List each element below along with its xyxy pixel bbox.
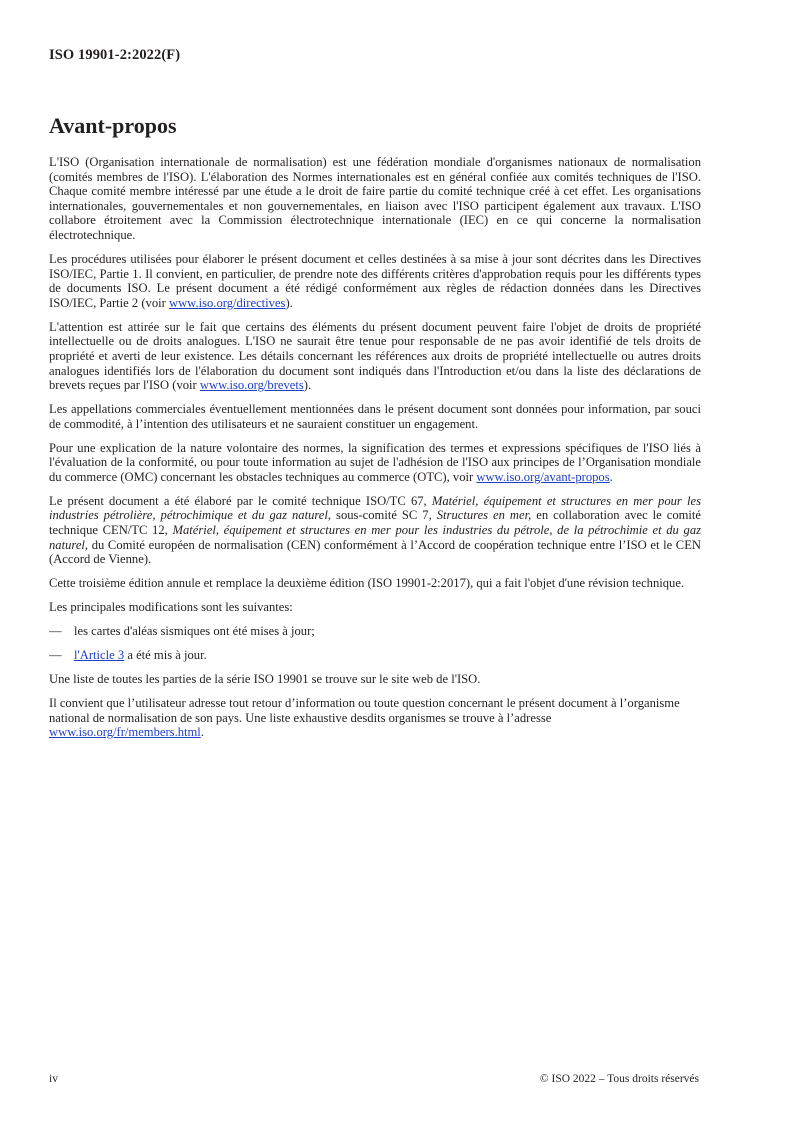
paragraph-iso-intro: L'ISO (Organisation internationale de normalisation) est une fédération mondiale d'organismes nationaux de normalisation (comités membres de l'ISO). L'élaboration des Normes internationales est en général confiée aux comités techniques de l'ISO. Chaque comité membre intéressé par une étude a le droit de faire partie du comité technique créé à cet effet. Les organisations internationales, gouvernementales et non gouvernementales, en liaison avec l'ISO participent également aux travaux. L'ISO collabore étroitement avec la Commission électrotechnique internationale (IEC) en ce qui concerne la normalisation électrotechnique. (49, 155, 701, 242)
paragraph-text: ). (303, 378, 312, 393)
paragraph-patents (49, 320, 701, 393)
paragraph-text: Le présent document a été élaboré par le comité technique ISO/TC 67, (49, 493, 432, 508)
foreword-body (49, 155, 701, 749)
dash-bullet: — (49, 648, 62, 663)
list-item-text (74, 648, 207, 663)
section-title: Avant-propos (49, 113, 177, 138)
paragraph-trade-names: Les appellations commerciales éventuellement mentionnées dans le présent document sont données pour information, par souci de commodité, à l’intention des utilisateurs et ne sauraient constituer un engagement. (49, 402, 701, 431)
article-3-link[interactable]: l'Article 3 (74, 648, 125, 663)
paragraph-text: en collaboration avec le comité technique CEN/TC 12, (49, 508, 702, 538)
brevets-link[interactable]: www.iso.org/brevets (199, 378, 304, 393)
paragraph-text: Il convient que l’utilisateur adresse tout retour d’information ou toute question concernant le présent document à l’organisme national de normalisation de son pays. Une liste exhaustive desdits organismes se trouve à l’adresse (49, 696, 680, 725)
paragraph-text: a été mis à jour. (124, 648, 207, 663)
list-item (49, 648, 701, 663)
paragraph-text: , sous-comité SC 7, (327, 508, 437, 523)
subcommittee-title-italic: Structures en mer, (436, 508, 532, 523)
paragraph-text: . (609, 469, 613, 484)
paragraph-text: Les procédures utilisées pour élaborer le présent document et celles destinées à sa mise à jour sont décrites dans les Directives ISO/IEC, Partie 1. Il convient, en particulier, de prendre note des différents critères d'approbation requis pour les différents types de documents ISO. Le présent document a été rédigé conformément aux règles de rédaction données dans les Directives ISO/IEC, Partie 2 (voir (49, 251, 701, 310)
paragraph-text: Pour une explication de la nature volontaire des normes, la signification des termes et expressions spécifiques de l'ISO liés à l'évaluation de la conformité, ou pour toute information au sujet de l'adhésion de l'ISO aux principes de l’Organisation mondiale du commerce (OMC) concernant les obstacles techniques au commerce (OTC), voir (49, 440, 701, 484)
paragraph-feedback (49, 696, 701, 740)
directives-link[interactable]: www.iso.org/directives (168, 295, 286, 310)
members-link[interactable]: www.iso.org/fr/members.html (49, 725, 201, 740)
paragraph-committee (49, 494, 701, 567)
list-item (49, 624, 701, 639)
paragraph-text: . (200, 725, 204, 740)
dash-bullet: — (49, 624, 62, 639)
list-item-text: les cartes d'aléas sismiques ont été mises à jour; (74, 624, 315, 639)
paragraph-procedures (49, 252, 701, 310)
paragraph-text: ). (285, 295, 293, 310)
page-number: iv (49, 1073, 58, 1085)
paragraph-edition: Cette troisième édition annule et remplace la deuxième édition (ISO 19901-2:2017), qui a fait l'objet d'une révision technique. (49, 576, 685, 591)
committee-title-italic: Matériel, équipement et structures en mer pour les industries pétrolière, pétrochimique et du gaz naturel (49, 493, 702, 523)
paragraph-text: L'attention est attirée sur le fait que certains des éléments du présent document peuvent faire l'objet de droits de propriété intellectuelle ou de droits analogues. L'ISO ne saurait être tenue pour responsable de ne pas avoir identifié de tels droits de propriété et averti de leur existence. Les détails concernant les références aux droits de propriété intellectuelle ou autres droits analogues identifiés lors de l'élaboration du document sont indiqués dans l'Introduction et/ou dans la liste des déclarations de brevets reçues par l'ISO (voir (49, 319, 701, 393)
document-identifier: ISO 19901-2:2022(F) (49, 47, 181, 63)
paragraph-text: du Comité européen de normalisation (CEN) conformément à l’Accord de coopération technique entre l’ISO et le CEN (Accord de Vienne). (49, 537, 701, 567)
cen-committee-title-italic: Matériel, équipement et structures en mer pour les industries du pétrole, de la pétrochimie et du gaz naturel, (49, 523, 702, 552)
paragraph-series: Une liste de toutes les parties de la série ISO 19901 se trouve sur le site web de l'ISO. (49, 672, 481, 687)
avant-propos-link[interactable]: www.iso.org/avant-propos (476, 469, 610, 484)
copyright-notice: © ISO 2022 – Tous droits réservés (539, 1073, 699, 1085)
paragraph-voluntary-nature (49, 441, 701, 485)
paragraph-changes-intro: Les principales modifications sont les suivantes: (49, 600, 293, 615)
